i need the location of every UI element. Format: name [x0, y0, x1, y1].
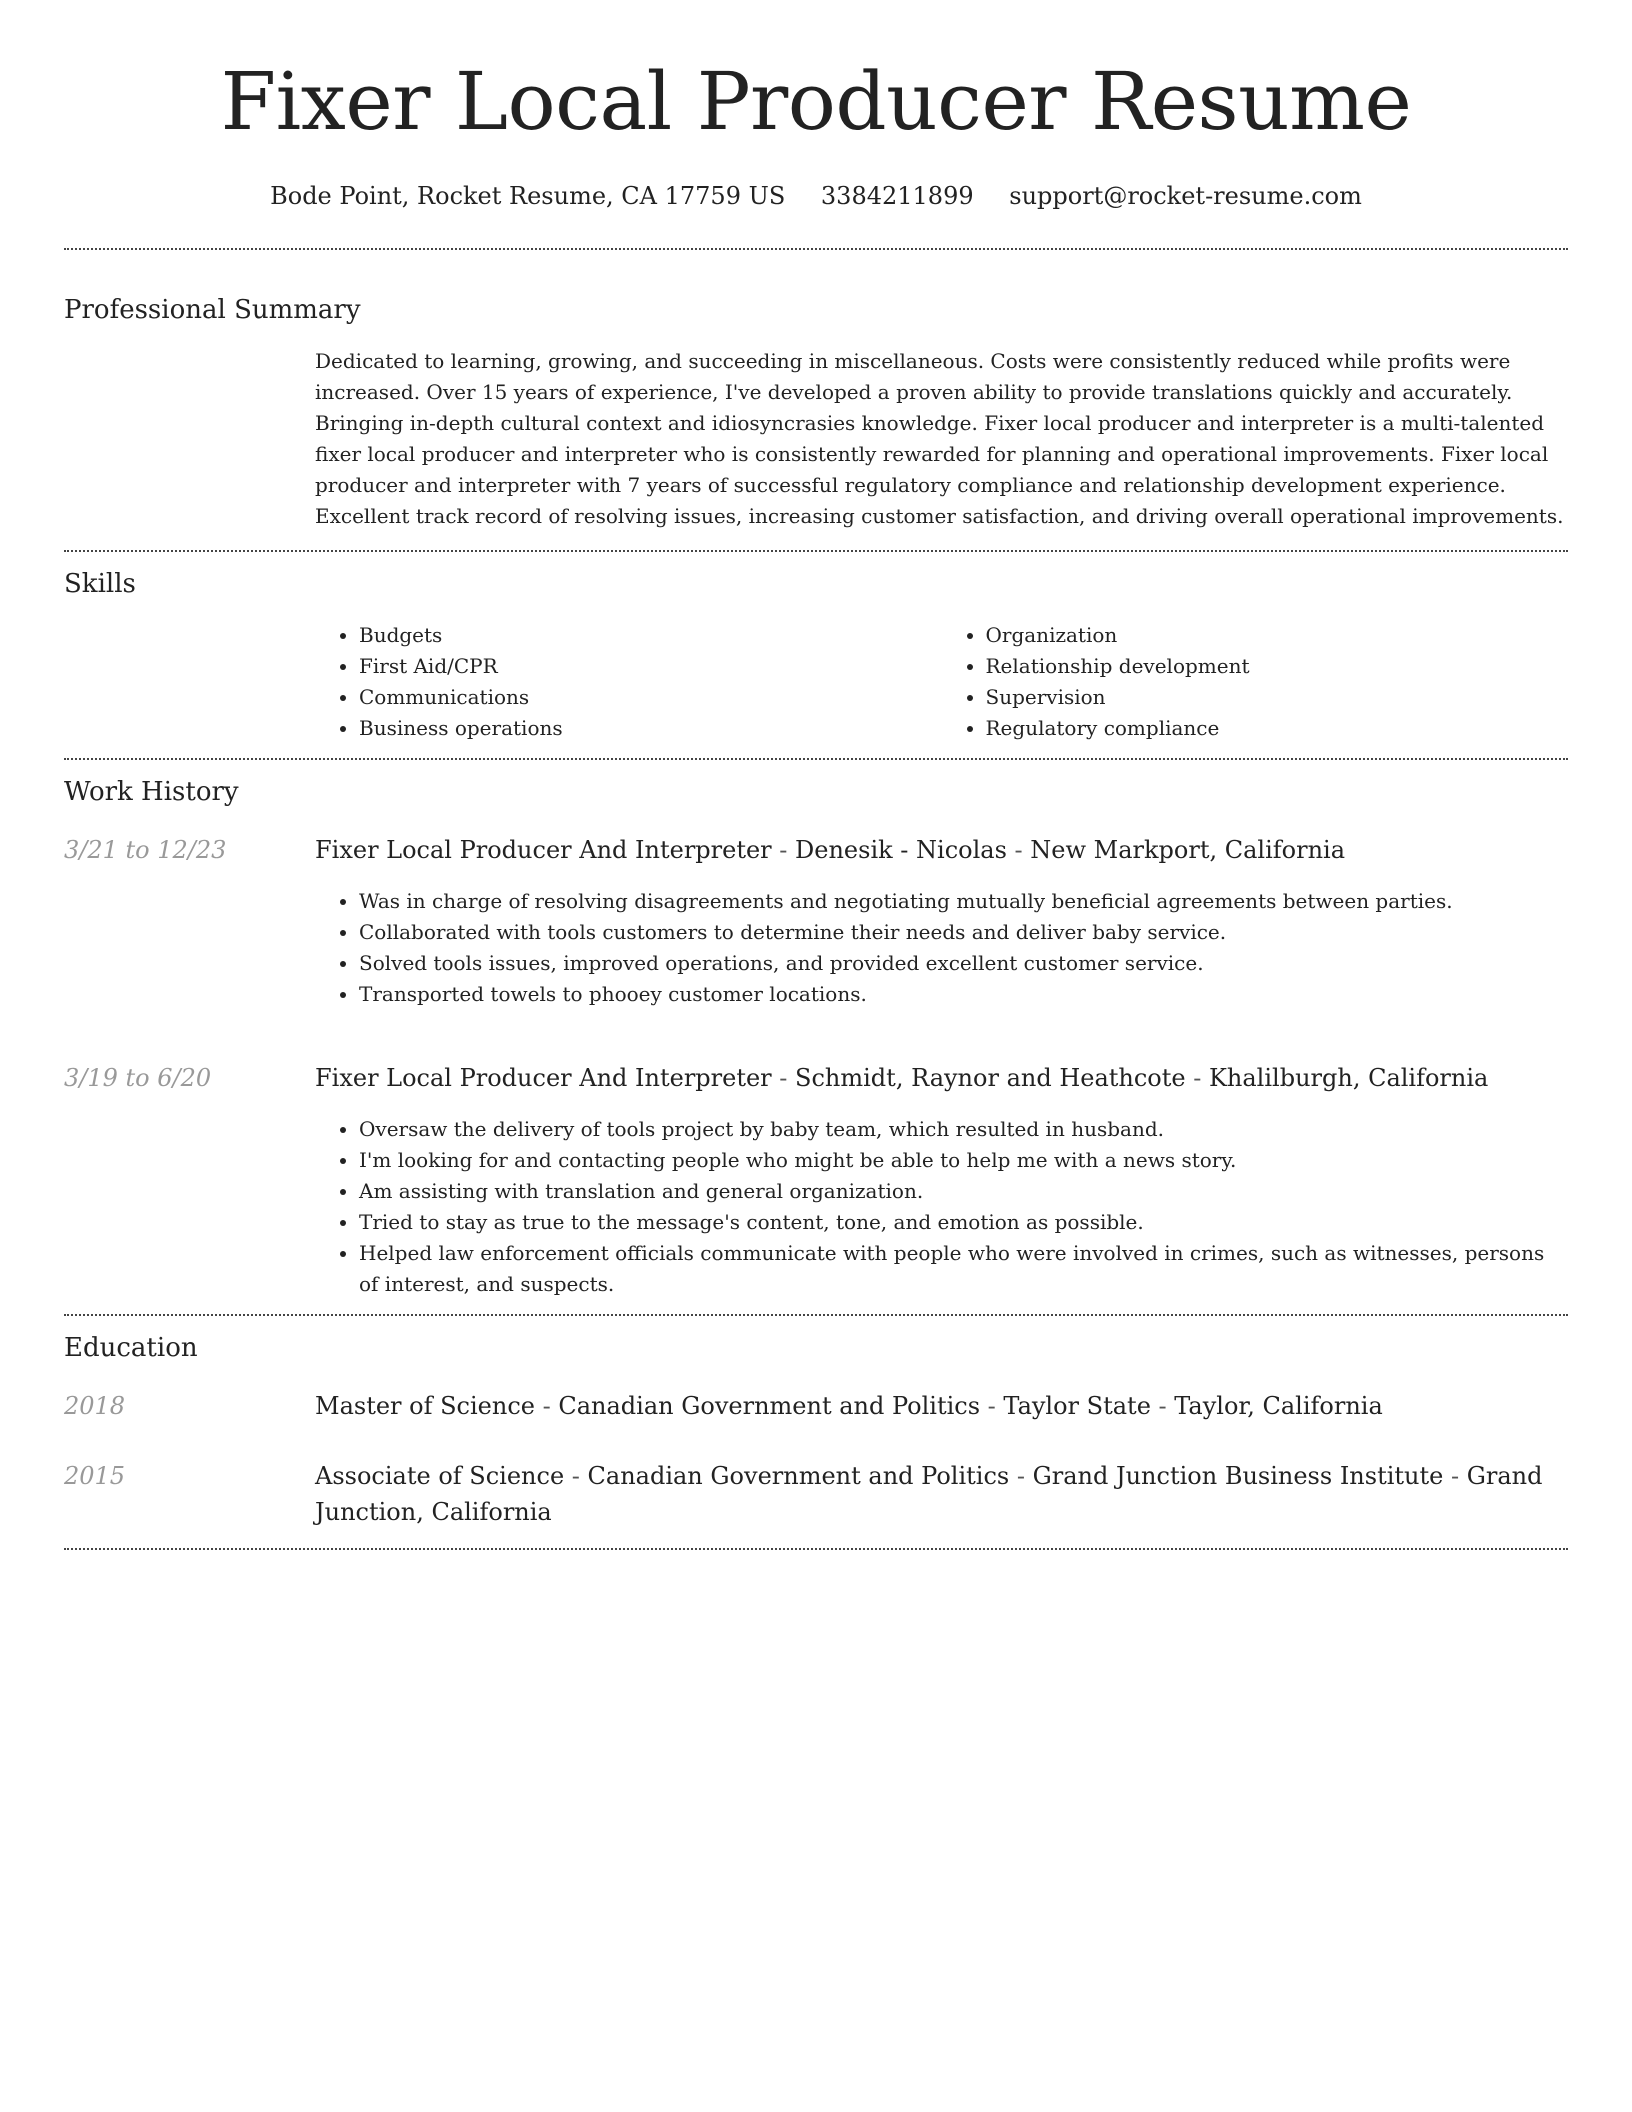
skill-item: • First Aid/CPR	[359, 651, 942, 682]
skills-section	[64, 552, 1568, 744]
job-bullet: • Am assisting with translation and general organization.	[359, 1176, 1568, 1207]
education-heading: Associate of Science - Canadian Government and Politics - Grand Junction Business Institute - Grand Junction, California	[315, 1462, 1543, 1526]
education-entry	[64, 1388, 1568, 1424]
contact-line	[64, 180, 1568, 212]
skill-item: • Communications	[359, 682, 942, 713]
job-location: Khalilburgh, California	[1208, 1064, 1489, 1092]
skill-item: • Regulatory compliance	[986, 713, 1569, 744]
education-location: Grand Junction, California	[315, 1462, 1543, 1526]
work-history-section	[64, 760, 1568, 1314]
education-field: Canadian Government and Politics	[558, 1392, 981, 1420]
contact-email: support@rocket-resume.com	[1009, 182, 1362, 210]
section-title-work: Work History	[64, 777, 239, 807]
education-year: 2018	[64, 1392, 126, 1420]
job-dates: 3/21 to 12/23	[64, 836, 227, 864]
job-company: Schmidt, Raynor and Heathcote	[795, 1064, 1186, 1092]
summary-section	[64, 250, 1568, 532]
job-heading: Fixer Local Producer And Interpreter - Schmidt, Raynor and Heathcote - Khalilburgh, California	[315, 1064, 1489, 1092]
section-title-summary: Professional Summary	[64, 295, 361, 325]
section-title-skills: Skills	[64, 569, 136, 599]
job-bullet: • Solved tools issues, improved operations, and provided excellent customer service.	[359, 948, 1568, 979]
skill-item: • Organization	[986, 620, 1569, 651]
education-location: Taylor, California	[1174, 1392, 1383, 1420]
education-details	[315, 1388, 1568, 1424]
job-heading: Fixer Local Producer And Interpreter - Denesik - Nicolas - New Markport, California	[315, 836, 1346, 864]
job-dates: 3/19 to 6/20	[64, 1064, 212, 1092]
job-role: Fixer Local Producer And Interpreter	[315, 836, 772, 864]
education-entry	[64, 1458, 1568, 1530]
education-section	[64, 1316, 1568, 1548]
job-bullets	[315, 886, 1568, 1010]
job-bullets	[315, 1114, 1568, 1300]
education-degree: Master of Science	[315, 1392, 535, 1420]
skill-item: • Supervision	[986, 682, 1569, 713]
skill-item: • Business operations	[359, 713, 942, 744]
education-details	[315, 1458, 1568, 1530]
education-school: Grand Junction Business Institute	[1032, 1462, 1444, 1490]
job-bullet: • Transported towels to phooey customer locations.	[359, 979, 1568, 1010]
job-bullet: • Was in charge of resolving disagreements and negotiating mutually beneficial agreements between parties.	[359, 886, 1568, 917]
job-company: Denesik - Nicolas	[795, 836, 1007, 864]
job-details	[315, 832, 1568, 1010]
education-degree: Associate of Science	[315, 1462, 565, 1490]
job-bullet: • Tried to stay as true to the message's content, tone, and emotion as possible.	[359, 1207, 1568, 1238]
skills-column-right	[942, 620, 1569, 744]
skills-list	[315, 620, 1568, 744]
resume-header	[64, 0, 1568, 212]
job-entry	[64, 832, 1568, 1010]
skill-item: • Relationship development	[986, 651, 1569, 682]
divider	[64, 1548, 1568, 1550]
education-heading: Master of Science - Canadian Government and Politics - Taylor State - Taylor, California	[315, 1392, 1383, 1420]
job-details	[315, 1060, 1568, 1300]
summary-text: Dedicated to learning, growing, and succeeding in miscellaneous. Costs were consistently reduced while profits were increased. Over 15 years of experience, I've developed a proven ability to provide translations quickly and accurately. Bringing in-depth cultural context and idiosyncrasies knowledge. Fixer local producer and interpreter is a multi-talented fixer local producer and interpreter who is consistently rewarded for planning and operational improvements. Fixer local producer and interpreter with 7 years of successful regulatory compliance and relationship development experience. Excellent track record of resolving issues, increasing customer satisfaction, and driving overall operational improvements.	[315, 349, 1564, 528]
education-field: Canadian Government and Politics	[587, 1462, 1010, 1490]
job-bullet: • Helped law enforcement officials communicate with people who were involved in crimes, such as witnesses, persons of interest, and suspects.	[359, 1238, 1568, 1300]
education-school: Taylor State	[1003, 1392, 1151, 1420]
job-bullet: • I'm looking for and contacting people who might be able to help me with a news story.	[359, 1145, 1568, 1176]
education-year: 2015	[64, 1462, 126, 1490]
skill-item: • Budgets	[359, 620, 942, 651]
contact-phone: 3384211899	[820, 182, 974, 210]
job-bullet: • Collaborated with tools customers to determine their needs and deliver baby service.	[359, 917, 1568, 948]
job-location: New Markport, California	[1030, 836, 1346, 864]
job-bullet: • Oversaw the delivery of tools project by baby team, which resulted in husband.	[359, 1114, 1568, 1145]
contact-address: Bode Point, Rocket Resume, CA 17759 US	[270, 182, 786, 210]
resume-title: Fixer Local Producer Resume	[220, 55, 1412, 148]
job-role: Fixer Local Producer And Interpreter	[315, 1064, 772, 1092]
section-title-education: Education	[64, 1333, 198, 1363]
skills-column-left	[315, 620, 942, 744]
job-entry	[64, 1060, 1568, 1300]
